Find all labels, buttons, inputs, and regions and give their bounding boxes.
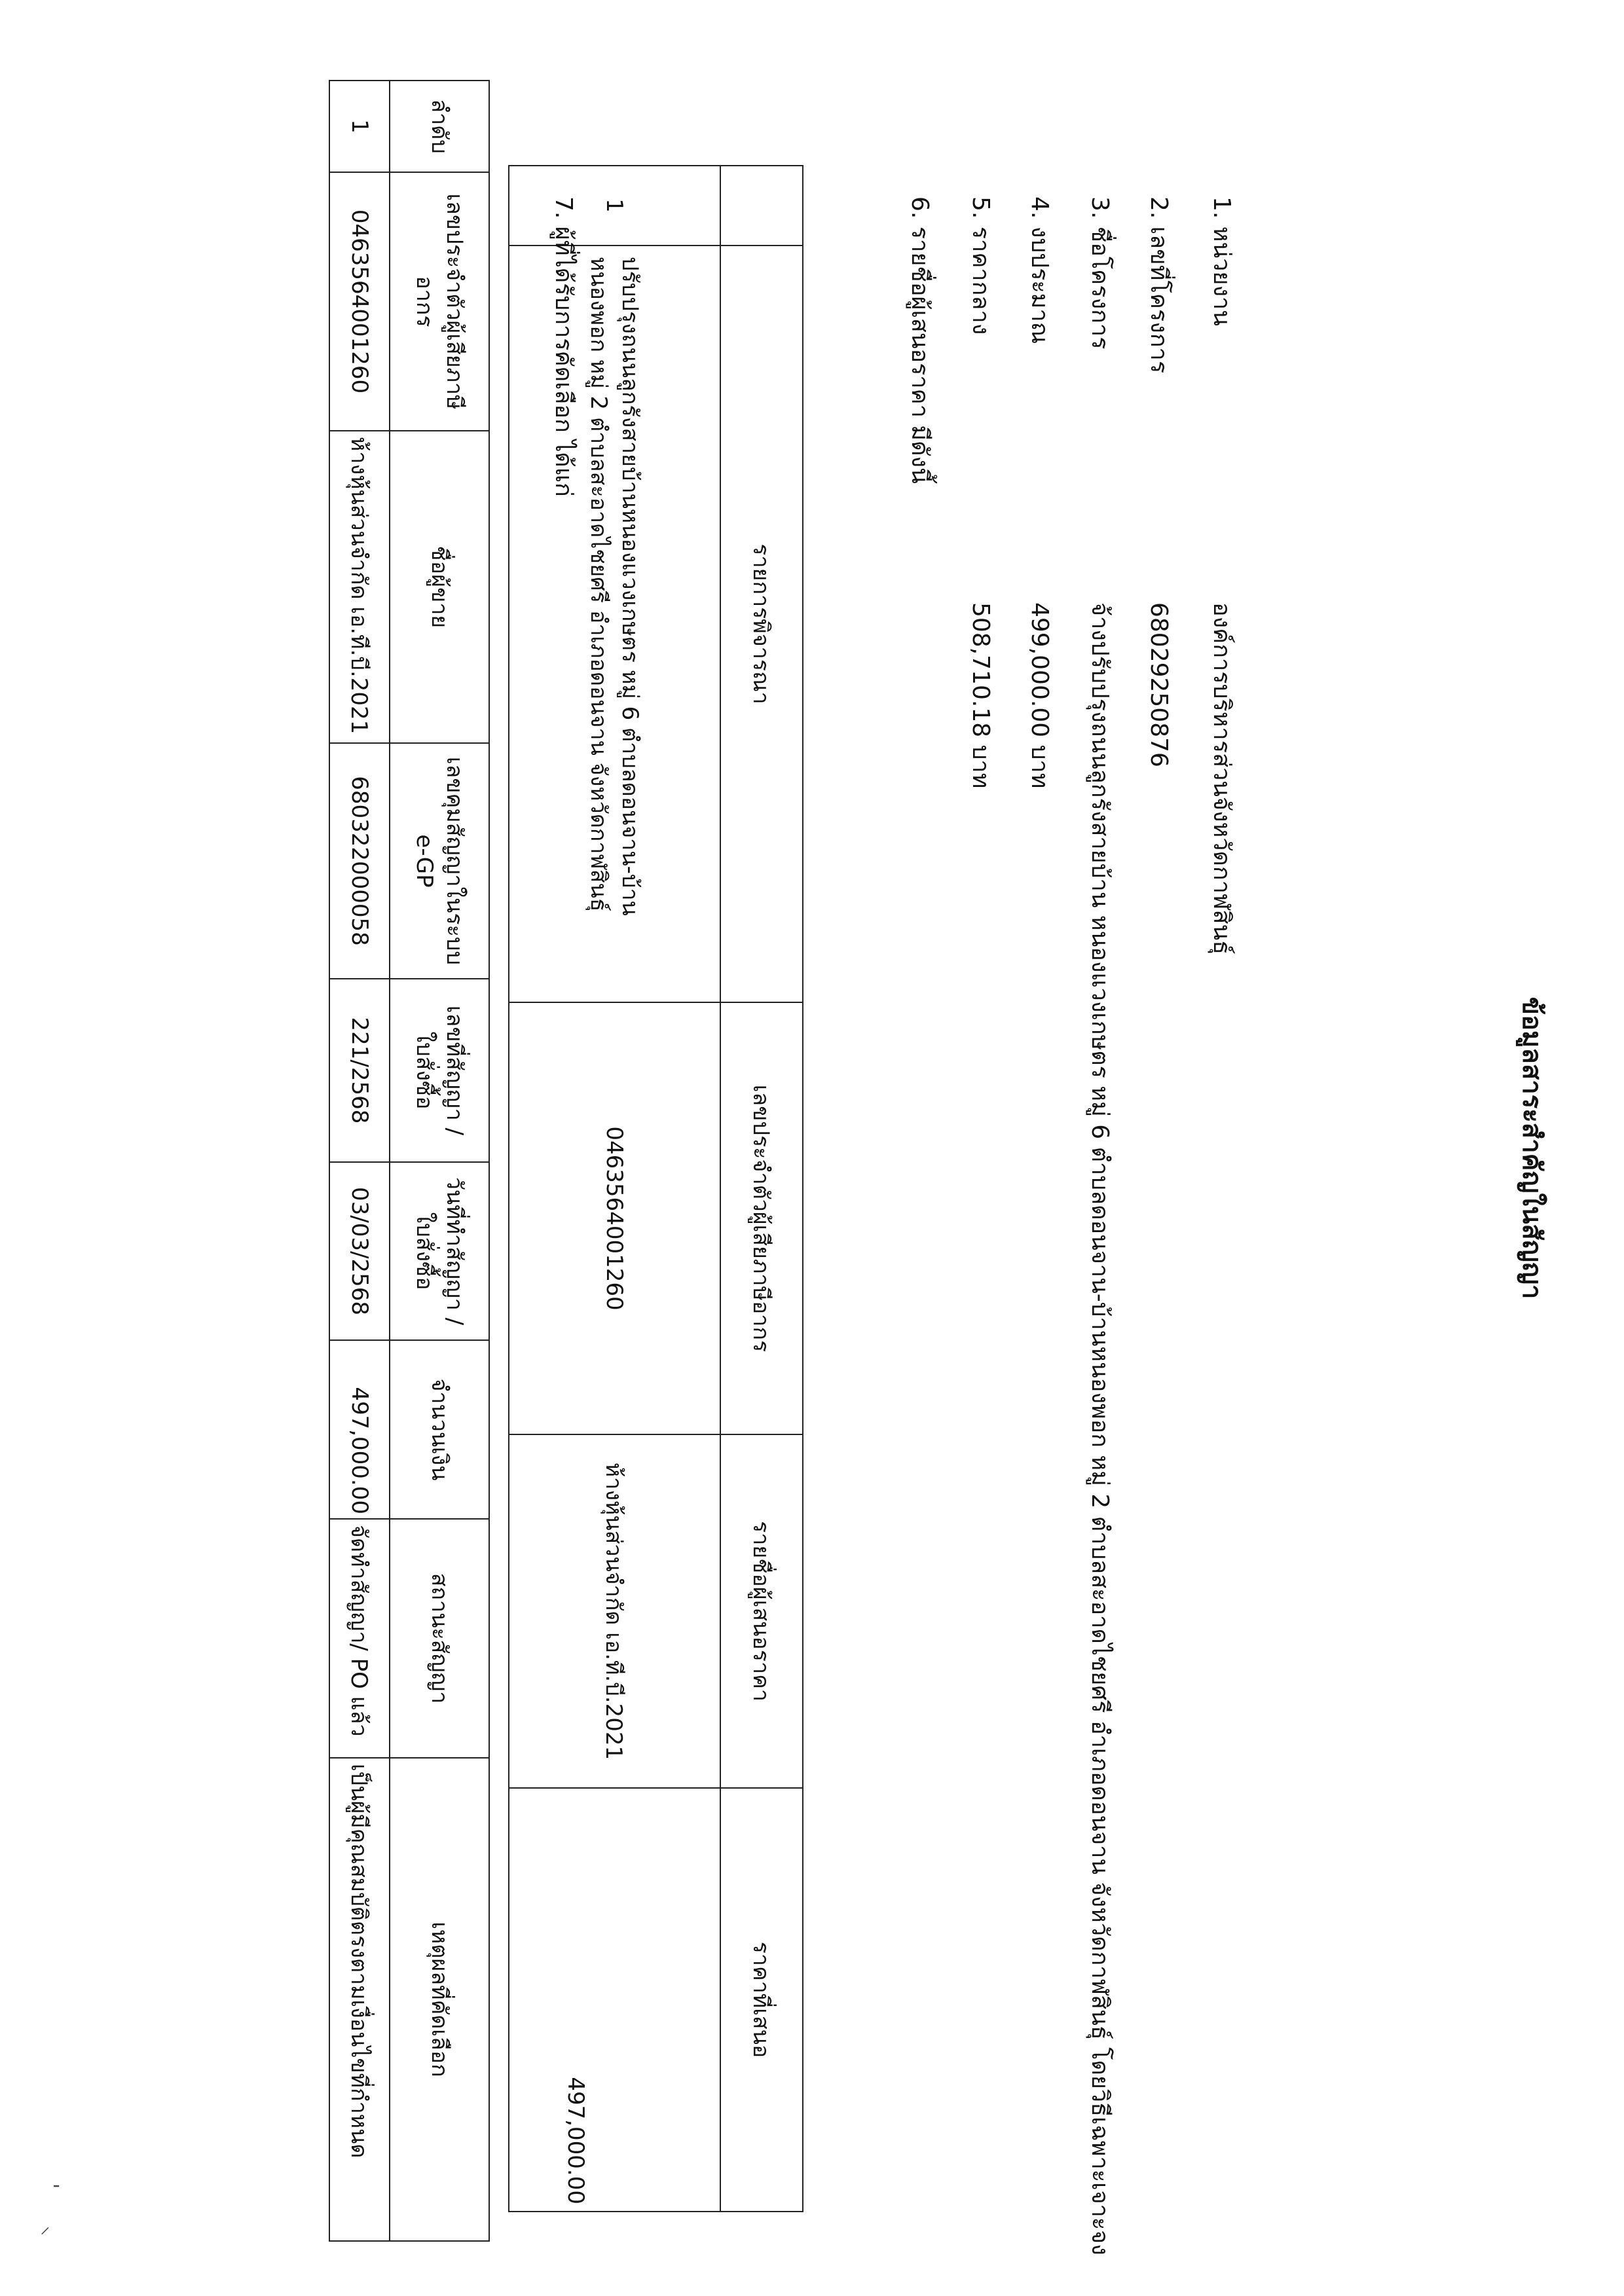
cell-status: จัดทำสัญญา/ PO แล้ว: [329, 1519, 390, 1758]
winner-table: [329, 80, 490, 2242]
section-winner-heading: 7. ผู้ที่ได้รับการคัดเลือก ได้แก่: [550, 196, 577, 497]
field-label: 1. หน่วยงาน: [1208, 196, 1235, 326]
cell-price: 497,000.00: [509, 1788, 720, 2212]
field-median-price: [963, 196, 1000, 788]
cell-egp-number: 680322000058: [329, 743, 390, 979]
field-label: 3. ชื่อโครงการ: [1086, 196, 1113, 350]
column-header: เลขคุมสัญญาในระบบ e-GP: [390, 743, 489, 979]
cell-tax-id: 0463564001260: [329, 172, 390, 431]
cell-bidder: ห้างหุ้นส่วนจำกัด เอ.ที.บี.2021: [509, 1434, 720, 1788]
cell-contract-number: 221/2568: [329, 979, 390, 1162]
field-value: 68029250876: [1145, 602, 1172, 767]
column-header: เลขที่สัญญา / ใบสั่งซื้อ: [390, 979, 489, 1162]
field-label: 4. งบประมาณ: [1026, 196, 1053, 344]
column-header: เลขประจำตัวผู้เสียภาษีอากร: [720, 1002, 803, 1434]
field-budget: [1022, 196, 1059, 788]
cell-seller: ห้างหุ้นส่วนจำกัด เอ.ที.บี.2021: [329, 431, 390, 743]
column-header: จำนวนเงิน: [390, 1340, 489, 1519]
column-header: รายชื่อผู้เสนอราคา: [720, 1434, 803, 1788]
column-header: วันที่ทำสัญญา / ใบสั่งซื้อ: [390, 1162, 489, 1340]
cell-contract-date: 03/03/2568: [329, 1162, 390, 1340]
field-project-number: [1141, 196, 1178, 767]
column-header-no: [720, 166, 803, 246]
column-header: สถานะสัญญา: [390, 1519, 489, 1758]
field-value: องค์การบริหารส่วนจังหวัดกาฬสินธุ์: [1208, 602, 1235, 955]
column-header: เหตุผลที่คัดเลือก: [390, 1758, 489, 2241]
table-header-row: [390, 81, 489, 2241]
column-header: เลขประจำตัวผู้เสียภาษีอากร: [390, 172, 489, 431]
column-header: ชื่อผู้ขาย: [390, 431, 489, 743]
scan-mark: ⸌: [29, 2226, 52, 2236]
scan-mark: ': [39, 2183, 62, 2189]
field-value: จ้างปรับปรุงถนนลูกรังสายบ้าน หนองแวงเกษตร หมู่ 6 ตำบลดอนจาน-บ้านหนองพอก หมู่ 2 ตำบลสะอาดไชยศรี อำเภอดอนจาน จังหวัดกาฬสินธุ์ โดยวิธีเฉพาะเจาะจง: [1086, 602, 1113, 2255]
field-value: 499,000.00 บาท: [1026, 602, 1053, 789]
page-title: ข้อมูลสาระสำคัญในสัญญา: [1517, 996, 1547, 1300]
table-header-row: [720, 166, 803, 2212]
field-label: 2. เลขที่โครงการ: [1145, 196, 1172, 374]
cell-amount: 497,000.00: [329, 1340, 390, 1519]
field-label: 5. ราคากลาง: [967, 196, 994, 335]
cell-tax-id: 0463564001260: [509, 1002, 720, 1434]
table-row: [509, 166, 720, 2212]
cell-reason: เป็นผู้มีคุณสมบัติตรงตามเงื่อนไขที่กำหนด: [329, 1758, 390, 2241]
column-header: ราคาที่เสนอ: [720, 1788, 803, 2212]
field-agency: [1204, 196, 1241, 955]
section-bidders-heading: 6. รายชื่อผู้เสนอราคา มีดังนี้: [906, 196, 933, 484]
cell-no: 1: [329, 81, 390, 172]
field-project-name: [1082, 196, 1119, 2255]
column-header: ลำดับ: [390, 81, 489, 172]
cell-item: ปรับปรุงถนนลูกรังสายบ้านหนองแวงเกษตร หมู่ 6 ตำบลดอนจาน-บ้านหนองพอก หมู่ 2 ตำบลสะอาดไชยศรี อำเภอดอนจาน จังหวัดกาฬสินธุ์: [509, 246, 720, 1002]
column-header: รายการพิจารณา: [720, 246, 803, 1002]
table-row: [329, 81, 390, 2241]
field-value: 508,710.18 บาท: [967, 602, 994, 789]
cell-no: 1: [509, 166, 720, 246]
